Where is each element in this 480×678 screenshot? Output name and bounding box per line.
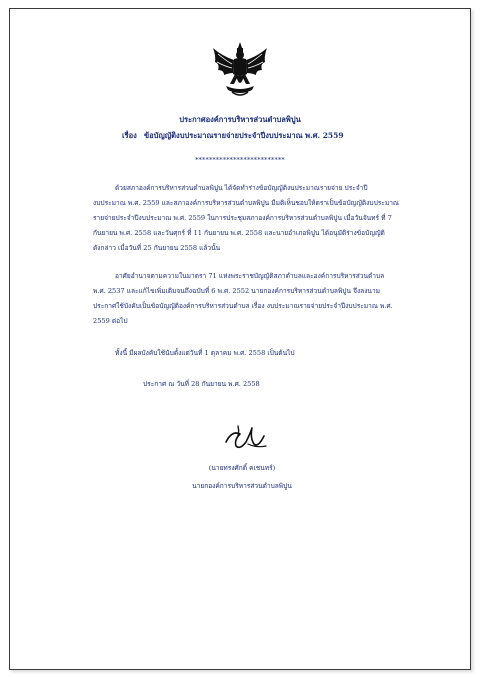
paragraph-line: ประกาศใช้บังคับเป็นข้อบัญญัติองค์การบริหารส่วนตำบล เรื่อง งบประมาณรายจ่ายประจำปีงบประมาณ พ.ศ. bbox=[93, 302, 393, 310]
paragraph-line: ด้วยสภาองค์การบริหารส่วนตำบลพิปูน ได้จัดทำร่างข้อบัญญัติงบประมาณรายจ่าย ประจำปี bbox=[115, 184, 368, 192]
paragraph-2 bbox=[93, 269, 415, 329]
announcement-date: ประกาศ ณ วันที่ 28 กันยายน พ.ศ. 2558 bbox=[143, 380, 260, 388]
paragraph-line: อาศัยอำนาจตามความในมาตรา 71 แห่งพระราชบัญญัติสภาตำบลและองค์การบริหารส่วนตำบล bbox=[115, 272, 385, 280]
announcement-title: ประกาศองค์การบริหารส่วนตำบลพิปูน bbox=[179, 115, 301, 124]
paragraph-line: งบประมาณ พ.ศ. 2559 และสภาองค์การบริหารส่วนตำบลพิปูน มีมติเห็นชอบให้ตราเป็นข้อบัญญัติงบประมาณ bbox=[93, 199, 400, 207]
paragraph-line: ทั้งนี้ มีผลบังคับใช้นับตั้งแต่วันที่ 1 ตุลาคม พ.ศ. 2558 เป็นต้นไป bbox=[115, 349, 295, 357]
paragraph-line: ดังกล่าว เมื่อวันที่ 25 กันยายน 2558 แล้วนั้น bbox=[93, 244, 221, 252]
paragraph-line: รายจ่ายประจำปีงบประมาณ พ.ศ. 2559 ในการประชุมสภาองค์การบริหารส่วนตำบลพิปูน เมื่อวันจันทร์ ที่ 7 bbox=[93, 214, 392, 222]
document-page bbox=[9, 8, 471, 670]
garuda-emblem bbox=[210, 40, 270, 100]
announcement-subject bbox=[122, 131, 344, 141]
paragraph-1 bbox=[93, 181, 415, 256]
signer-name: (นายทรงศักดิ์ คเชนทร์) bbox=[208, 464, 276, 472]
paragraph-line: กันยายน พ.ศ. 2558 และวันศุกร์ ที่ 11 กันยายน พ.ศ. 2558 และนายอำเภอพิปูน ได้อนุมัติร่างข้อบัญญัติ bbox=[93, 229, 385, 237]
paragraph-line: 2559 ต่อไป bbox=[93, 317, 128, 325]
subject-prefix: เรื่อง bbox=[122, 131, 137, 140]
paragraph-line: พ.ศ. 2537 และแก้ไขเพิ่มเติมจนถึงฉบับที่ 6 พ.ศ. 2552 นายกองค์การบริหารส่วนตำบลพิปูน จึงลงนาม bbox=[93, 287, 380, 295]
handwritten-signature bbox=[222, 422, 268, 452]
separator-stars: ************************** bbox=[195, 156, 285, 164]
subject-text: ข้อบัญญัติงบประมาณรายจ่ายประจำปีงบประมาณ พ.ศ. 2559 bbox=[144, 131, 344, 140]
signer-title: นายกองค์การบริหารส่วนตำบลพิปูน bbox=[192, 482, 292, 490]
paragraph-3 bbox=[93, 346, 415, 361]
